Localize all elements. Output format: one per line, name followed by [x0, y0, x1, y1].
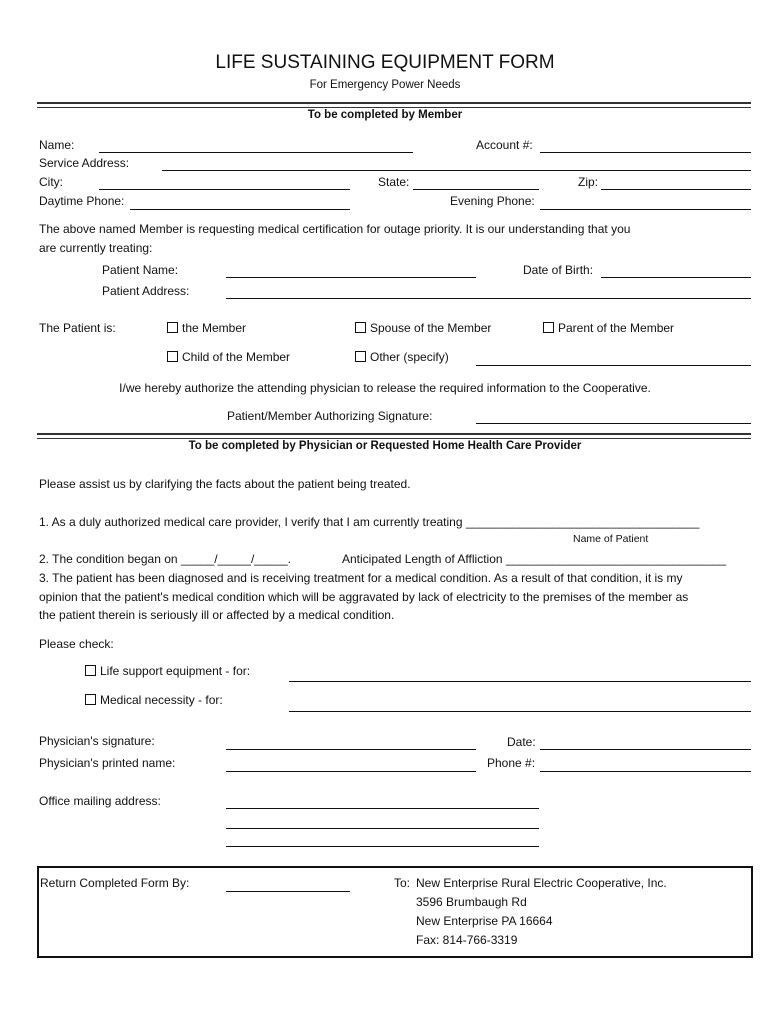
patient-name-label: Patient Name: [102, 263, 179, 277]
option-member[interactable]: the Member [167, 321, 246, 335]
physician-section-heading: To be completed by Physician or Requested Home Health Care Provider [188, 440, 582, 452]
return-label: Return Completed Form By: [40, 876, 190, 890]
coop-street: 3596 Brumbaugh Rd [416, 895, 527, 909]
date-label: Date: [507, 735, 536, 749]
state-field[interactable] [413, 189, 539, 190]
check-medical-necessity[interactable]: Medical necessity - for: [85, 693, 223, 707]
dob-label: Date of Birth: [523, 263, 594, 277]
evening-phone-label: Evening Phone: [450, 194, 535, 208]
form-subtitle: For Emergency Power Needs [309, 79, 461, 91]
member-signature-label: Patient/Member Authorizing Signature: [227, 409, 433, 423]
checkbox-icon[interactable] [543, 322, 554, 333]
coop-fax: Fax: 814-766-3319 [416, 933, 518, 947]
request-text-line-2: are currently treating: [39, 241, 153, 255]
state-label: State: [378, 175, 410, 189]
checkbox-icon[interactable] [167, 351, 178, 362]
medical-necessity-field[interactable] [289, 711, 751, 712]
name-field[interactable] [99, 152, 413, 153]
member-signature-field[interactable] [476, 423, 751, 424]
dob-field[interactable] [601, 277, 751, 278]
request-text-line-1: The above named Member is requesting medical certification for outage priority. It is our understanding that you [39, 222, 631, 236]
physician-signature-field[interactable] [226, 749, 476, 750]
item-3-line-2: opinion that the patient's medical condition which will be aggravated by lack of electricity to the premises of the member as [39, 590, 689, 604]
option-spouse[interactable]: Spouse of the Member [355, 321, 491, 335]
patient-address-field[interactable] [226, 298, 751, 299]
authorize-text: I/we hereby authorize the attending physician to release the required information to the Cooperative. [119, 381, 651, 395]
item-2-length: Anticipated Length of Affliction _________________________________ [342, 552, 727, 566]
zip-label: Zip: [578, 175, 599, 189]
item-2-condition-date: 2. The condition began on _____/_____/_____. [39, 552, 291, 566]
daytime-phone-field[interactable] [130, 209, 350, 210]
form-title: LIFE SUSTAINING EQUIPMENT FORM [215, 52, 555, 73]
please-check-label: Please check: [39, 637, 114, 651]
checkbox-icon[interactable] [355, 351, 366, 362]
checkbox-icon[interactable] [85, 694, 96, 705]
office-address-field-1[interactable] [226, 808, 539, 809]
coop-city: New Enterprise PA 16664 [416, 914, 553, 928]
return-date-field[interactable] [226, 891, 350, 892]
life-support-field[interactable] [289, 681, 751, 682]
to-label: To: [394, 876, 411, 890]
service-address-label: Service Address: [39, 156, 130, 170]
service-address-field[interactable] [162, 170, 751, 171]
item-1-text: 1. As a duly authorized medical care provider, I verify that I am currently treating ___________________________________ [39, 515, 700, 529]
member-section-heading: To be completed by Member [307, 109, 463, 121]
checkbox-icon[interactable] [355, 322, 366, 333]
option-parent[interactable]: Parent of the Member [543, 321, 674, 335]
account-field[interactable] [540, 152, 751, 153]
physician-signature-label: Physician's signature: [39, 734, 155, 748]
option-child[interactable]: Child of the Member [167, 350, 290, 364]
coop-name: New Enterprise Rural Electric Cooperative, Inc. [416, 876, 667, 890]
checkbox-icon[interactable] [85, 665, 96, 676]
office-address-field-3[interactable] [226, 846, 539, 847]
patient-address-label: Patient Address: [102, 284, 190, 298]
physician-printed-name-field[interactable] [226, 771, 476, 772]
physician-intro: Please assist us by clarifying the facts about the patient being treated. [39, 477, 411, 491]
account-label: Account #: [476, 138, 533, 152]
patient-name-field[interactable] [226, 277, 476, 278]
patient-is-label: The Patient is: [39, 321, 116, 335]
physician-printed-name-label: Physician's printed name: [39, 756, 176, 770]
item-1-caption: Name of Patient [573, 533, 649, 545]
daytime-phone-label: Daytime Phone: [39, 194, 125, 208]
check-life-support[interactable]: Life support equipment - for: [85, 664, 250, 678]
zip-field[interactable] [601, 189, 751, 190]
other-specify-field[interactable] [476, 365, 751, 366]
section-divider [37, 102, 751, 108]
item-3-line-3: the patient therein is seriously ill or affected by a medical condition. [39, 608, 395, 622]
name-label: Name: [39, 138, 75, 152]
evening-phone-field[interactable] [540, 209, 751, 210]
office-address-label: Office mailing address: [39, 794, 161, 808]
phone-label: Phone #: [487, 756, 536, 770]
date-field[interactable] [540, 749, 751, 750]
phone-field[interactable] [540, 771, 751, 772]
item-3-line-1: 3. The patient has been diagnosed and is receiving treatment for a medical condition. As a result of that condition, it is my [39, 571, 683, 585]
city-label: City: [39, 175, 63, 189]
option-other[interactable]: Other (specify) [355, 350, 449, 364]
city-field[interactable] [99, 189, 350, 190]
office-address-field-2[interactable] [226, 828, 539, 829]
section-divider [37, 433, 751, 439]
checkbox-icon[interactable] [167, 322, 178, 333]
